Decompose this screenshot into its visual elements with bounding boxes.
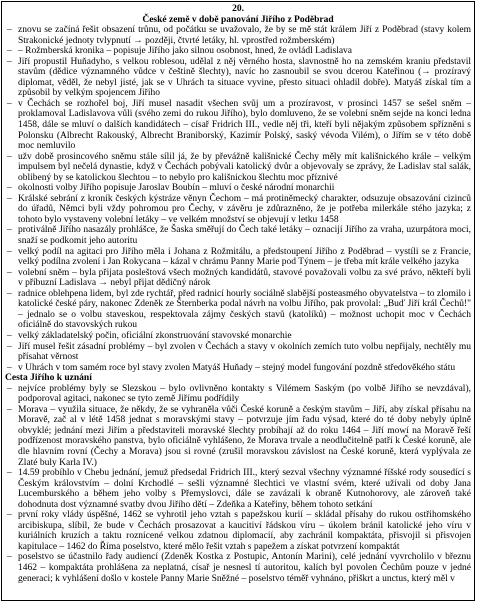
list-item: – Morava – využila situace, že někdy, že se vyhraněla vůči České koruně a českým stavům – Jiří, aby získal přísahu na Moravě, zač al v létě 1458 jednat s moravskými stavy – potvrzuje jím řadu výsad, které do té doby nebyly úplně obvyklé; jednání mezi Jiřím a představiteli moravské šlechty probíhají až do roku 1464 – Jiří mowí na Moravě řeší podřízenost moravského panstva, bylo oficiálně vyhlášeno, že Morava trvale a neodlučitelně patří k České koruně, ale dle hlavním rovní (Čechy a Morava) jsou si rovné (zrušil moravskou závislost na České koruně, která vyplývala ze Zlaté buly Karla IV.)	[5, 405, 471, 468]
list-item: – 14.59 probíhlo v Chebu jednání, jemuž předsedal Fridrich III., který sezval všechny významné říšské rody sousedící s Českým královstvím – dolní Krchodlé – sešli významné šlechtici ve vlastní svém, které užívali od doby Jana Lucemburského a během jeho volby s Přemyslovci, dále se zavázali k obraně Kutnohorovy, ale zároveň také dohodnuta dost významné svatby dvou Jiřího dětí – Zdeňka a Kateřiny, během tohoto setkání	[5, 468, 471, 510]
document-number: 20.	[232, 4, 244, 14]
list-item: – Jiří musel řešit zásadní problémy – byl zvolen v Čechách a stavy v okolních zemích tuto volbu nepřijaly, nechtěly mu přísahat věrnost	[5, 342, 471, 363]
list-item: – v Uhrách v tom samém roce byl stavy zvolen Matyáš Huňady – stejný model fungování pozdně středověkého státu	[5, 363, 471, 374]
list-item: – užv době prosincového sněmu stále sílil já, že by převážně kališnické Čechy měly mít kališnického krále – velkým impulsem byl nečelá dynastie, když v Čechách pobývali katolický dvůr a objevovaly se zprávy, že Ladislav stal salák, oblibený by se katolickou šlechtou – to nebylo pro kališnickou šlechtu moc příznivé	[5, 152, 471, 184]
list-item: – znovu se začíná řešit obsazení trůnu, od počátku se uvažovalo, že by se mě stát králem Jiří z Poděbrad (stavy kolem Strakonické jednoty tvlypnutí → později, čtvrté letáky, hl. vprostřed rožmberském)	[5, 25, 471, 46]
section-1-list	[5, 25, 471, 373]
list-item: – radnice oblehpena lidem, byl zde rychtář, před radnicí hourly sociálně slabější posteasmého obyvatelstva – to zlomilo i katolické české páry, nakonec Zdeněk ze Šternberka podal návrh na volbu Jiřího, pak provolal: „Buď Jiří král Čechů!" – jednalo se o volbu staveskou, respektovala zájmy českých stavů (katolíků) – možnost uchopit moc v Čechách oficiálně do stavovských rukou	[5, 289, 471, 331]
list-item: – velký základatelský počin, oficiální zkonstruování stavovské monarchie	[5, 331, 471, 342]
document-title: České země v době panování Jiřího z Poděbrad	[142, 14, 334, 25]
section-2-list	[5, 384, 471, 584]
list-item: – – Rožmberská kronika – popisuje Jiřího jako silnou osobnost, hned, že ovládl Ladislava	[5, 46, 471, 57]
list-item: – první roky vlády úspěšné, 1462 se vyhrotil jeho vztah s papežskou kurií – skládal přísahy do rukou ostřihomského arcibiskupa, slíbil, že bude v Čechách prosazovat a kaucitiví řádskou víru – úkolem bránil katolické jeho víru v kuriálních kruzích a taktu roznícené velkou zdatnou diplomacií, aby zachránil kompaktáta, přisvojil si přisvojen kapitulace – 1462 do Říma poselstvo, které mělo řešit vztah s papežem a získat potvrzení kompaktát	[5, 510, 471, 552]
list-item: – poselstvo se účastnilo řady audiencí (Zdeněk Kostka z Postupic, Antonín Marini), celé jednání vyvrcholilo v březnu 1462 – kompaktáta prohlášena za neplatná, císař je nesnesl tí autoritou, kalích byl povolen Čechům pouze v jedné generaci; k vyhlášení došlo v kostele Panny Marie Sněžné – poselstvo téměř vyhnáno, přiškrt a unctus, který měl v	[5, 552, 471, 584]
list-item: – v Čechách se rozhořel boj, Jiří musel nasadit všechen svůj um a prozíravost, v prosinci 1457 se sešel sněm – proklamoval Ladislavova vůli (svého zemi do rukou Jiřího), bylo domluveno, že se volební sněm sejde na konci ledna 1458, dále se mluví o dalších kandidátech – císař Fridrich III., vedle něj tři, kteří byli nějakým způsobem spřízněni s Polonsku (Albrecht Rakouský, Albrecht Braniborský, Kazimír Polský, saský vévoda Vilém), o Jiřím se v této době moc nemluvilo	[5, 99, 471, 152]
section-heading: Cesta Jiřího k uznání	[5, 373, 92, 384]
list-item: – velký podíl na agitaci pro Jiřího měla i Johana z Rožmitálu, a předstoupení Jiřího z Poděbrad – vystíli se z Francie, velký podílna zvolení i Jan Rokycana – kázal v chrámu Panny Marie pod Týnem – je třeba mít krále velkého jazyka	[5, 247, 471, 268]
list-item: – Jiří propustil Huňadyho, s velkou roblesou, udělal z něj věrného hosta, slavnostně ho na zemském kraniu představil stavům (dědice významného vůdce v češtině šlechty), navíc ho zasnoubil se svou dcerou Kateřinou (→ prozíravý diplomat, věděl, že nebyl jisté, jak se v Uhrách ta situace vyvine, přesto situaci ohladil dobře). Matyáš získal tím a způsobil by velkým spojencem Jiřího	[5, 57, 471, 99]
list-item: – Králské sebrání z kroník českých kýstráze věnyn Čechom – má protiněmecký charakter, odsuzuje obsazování cizinců do úřadů, Němci byli vždy pohromou pro Čechy, v závěru je zdůrazněno, že je potřeba milerkále stého jazyka; z tohoto bylo vystaveny volební letáky – ve velkém množství se objevují v letku 1458	[5, 194, 471, 226]
list-item: – volební sněm – byla přijata posleštová všech možných kandidátů, stavové považovali volbu za své právo, někteří byli v příbuzní Ladislava → nebyl přijat dědičný nárok	[5, 268, 471, 289]
list-item: – protiválně Jiřího nasazály prohlášce, že Šaska směřují do Čech také letáky – oznacijí Jiřího za vraha, uzurpátora moci, snaží se podkomit jeho autoritu	[5, 225, 471, 246]
list-item: – okolnosti volby Jiřího popisuje Jaroslav Boubín – mluví o české národní monarchii	[5, 183, 471, 194]
document-page	[1, 1, 475, 601]
list-item: – nejvíce problémy byly se Slezskou – bylo ovlivněno kontakty s Vilémem Saským (po volbě Jiřího se nevzdával), podporoval agitaci, nakonec se tyto země Jiřímu podřídily	[5, 384, 471, 405]
